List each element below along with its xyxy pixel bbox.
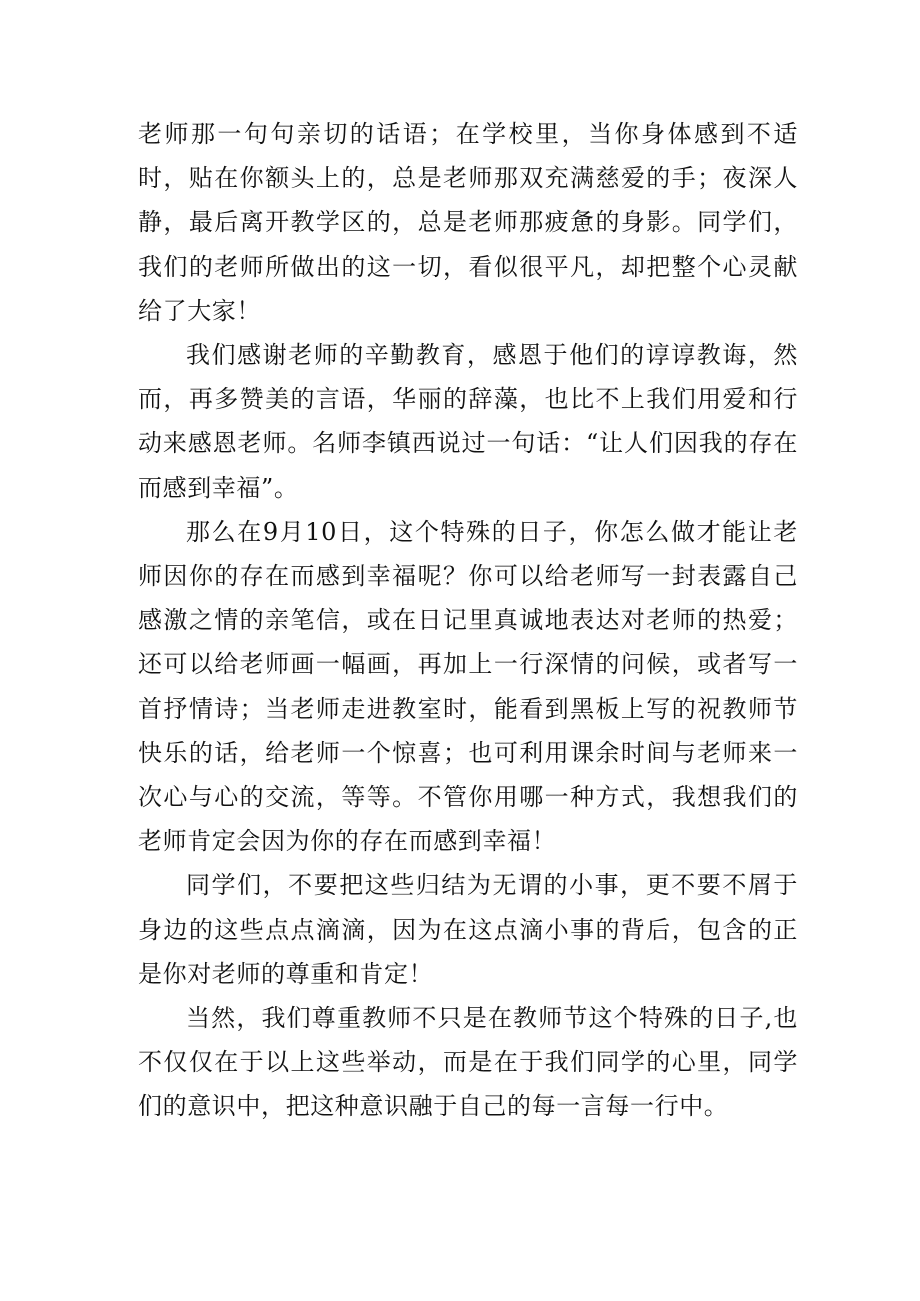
paragraph-5: 当然，我们尊重教师不只是在教师节这个特殊的日子,也不仅仅在于以上这些举动，而是在于我们同学的心里，同学们的意识中，把这种意识融于自己的每一言每一行中。 — [138, 1004, 798, 1121]
paragraph-4: 同学们，不要把这些归结为无谓的小事，更不要不屑于身边的这些点点滴滴，因为在这点滴小事的背后，包含的正是你对老师的尊重和肯定！ — [138, 871, 798, 988]
paragraph-1: 老师那一句句亲切的话语；在学校里，当你身体感到不适时，贴在你额头上的，总是老师那双充满慈爱的手；夜深人静，最后离开教学区的，总是老师那疲惫的身影。同学们，我们的老师所做出的这一切，看似很平凡，却把整个心灵献给了大家！ — [138, 120, 798, 325]
paragraph-3: 那么在9月10日，这个特殊的日子，你怎么做才能让老师因你的存在而感到幸福呢？你可以给老师写一封表露自己感激之情的亲笔信，或在日记里真诚地表达对老师的热爱；还可以给老师画一幅画，再加上一行深情的问候，或者写一首抒情诗；当老师走进教室时，能看到黑板上写的祝教师节快乐的话，给老师一个惊喜；也可利用课余时间与老师来一次心与心的交流，等等。不管你用哪一种方式，我想我们的老师肯定会因为你的存在而感到幸福！ — [138, 517, 798, 856]
paragraph-2: 我们感谢老师的辛勤教育，感恩于他们的谆谆教诲，然而，再多赞美的言语，华丽的辞藻，也比不上我们用爱和行动来感恩老师。名师李镇西说过一句话：“让人们因我的存在而感到幸福”。 — [138, 341, 798, 502]
document-body — [138, 112, 798, 1129]
